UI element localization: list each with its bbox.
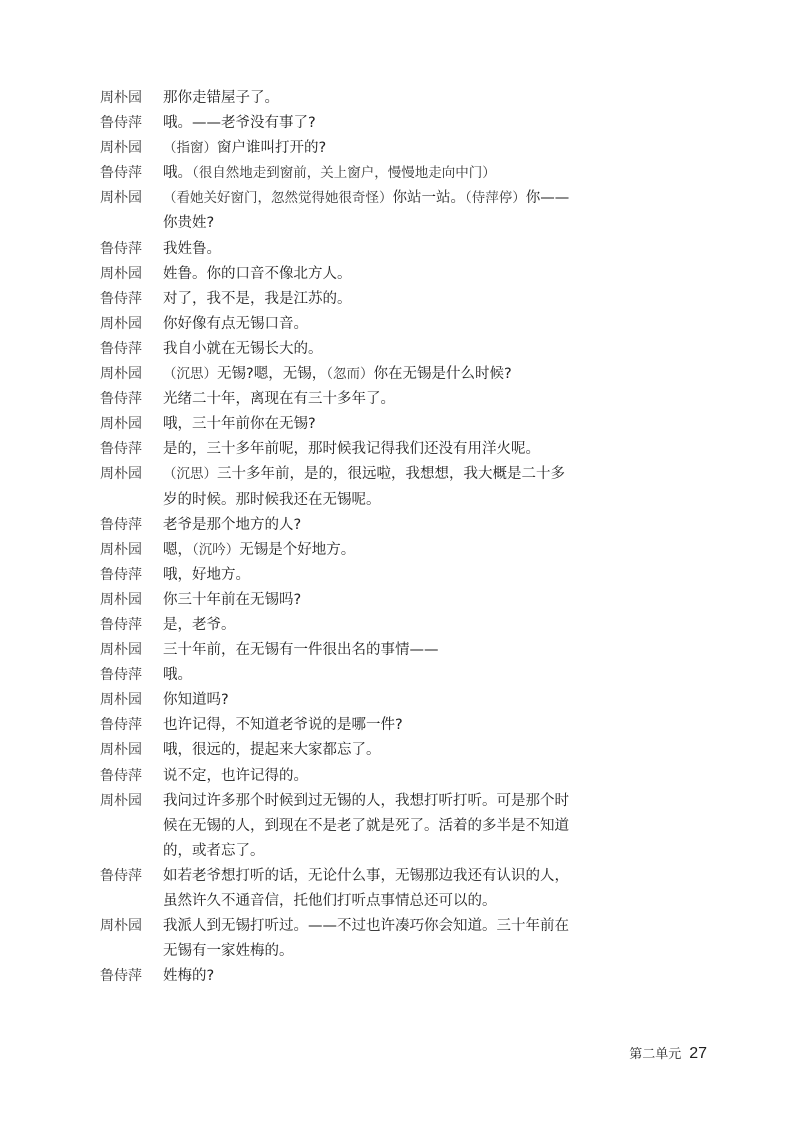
speech — [163, 136, 570, 161]
stage-direction: （指窗） — [163, 140, 217, 157]
speaker-name: 周朴园 — [100, 416, 142, 433]
speech — [163, 563, 570, 588]
dialogue-line — [100, 588, 570, 613]
speaker-name: 周朴园 — [100, 90, 142, 106]
dialogue-line — [100, 186, 570, 236]
dialogue-text: 你在无锡是什么时候? — [373, 366, 512, 383]
speech — [163, 362, 570, 387]
dialogue-text: 无锡?嗯，无锡， — [217, 366, 327, 383]
speech — [163, 513, 570, 538]
dialogue-line — [100, 613, 570, 638]
dialogue-text: 那你走错屋子了。 — [163, 90, 279, 106]
dialogue-text: 哦。 — [163, 165, 192, 182]
speech — [163, 186, 570, 236]
dialogue-line — [100, 462, 570, 512]
speaker-name: 周朴园 — [100, 190, 142, 207]
speech — [163, 111, 570, 136]
speaker-name: 鲁侍萍 — [100, 165, 142, 182]
dialogue-line — [100, 764, 570, 789]
dialogue-text: 老爷是那个地方的人? — [163, 516, 302, 533]
speaker-name: 周朴园 — [100, 265, 142, 282]
dialogue-line — [100, 538, 570, 563]
stage-direction: （侍萍停） — [465, 190, 526, 207]
speaker-name: 鲁侍萍 — [100, 391, 142, 408]
speech — [163, 964, 570, 989]
dialogue-text: 你好像有点无锡口音。 — [163, 315, 308, 332]
dialogue-line — [100, 638, 570, 663]
dialogue-text: 哦。——老爷没有事了? — [163, 115, 316, 132]
speech — [163, 437, 570, 462]
dialogue-line — [100, 789, 570, 864]
dialogue-block — [100, 86, 570, 989]
speaker-name: 周朴园 — [100, 642, 142, 659]
speech — [163, 412, 570, 437]
dialogue-text: 哦。 — [163, 667, 192, 684]
dialogue-text: 也许记得，不知道老爷说的是哪一件? — [163, 717, 403, 734]
dialogue-line — [100, 337, 570, 362]
dialogue-text: 是的，三十多年前呢，那时候我记得我们还没有用洋火呢。 — [163, 441, 540, 458]
speaker-name: 周朴园 — [100, 742, 142, 759]
speech — [163, 237, 570, 262]
speech — [163, 86, 570, 111]
dialogue-line — [100, 111, 570, 136]
speaker-name: 周朴园 — [100, 792, 142, 809]
speech — [163, 613, 570, 638]
dialogue-line — [100, 914, 570, 964]
speech — [163, 914, 570, 964]
dialogue-text: 我问过许多那个时候到过无锡的人，我想打听打听。可是那个时候在无锡的人，到现在不是老了就是死了。活着的多半是不知道的，或者忘了。 — [163, 792, 569, 859]
dialogue-line — [100, 713, 570, 738]
speech — [163, 161, 570, 186]
dialogue-text: 姓梅的? — [163, 968, 215, 985]
stage-direction: （沉吟） — [192, 541, 240, 558]
speaker-name: 鲁侍萍 — [100, 616, 142, 633]
dialogue-line — [100, 663, 570, 688]
speaker-name: 周朴园 — [100, 466, 142, 483]
speech — [163, 713, 570, 738]
dialogue-line — [100, 513, 570, 538]
dialogue-text: 哦，很远的，提起来大家都忘了。 — [163, 742, 381, 759]
dialogue-text: 我自小就在无锡长大的。 — [163, 340, 323, 357]
dialogue-text: 你站一站。 — [392, 190, 465, 207]
dialogue-line — [100, 86, 570, 111]
speech — [163, 312, 570, 337]
speech — [163, 688, 570, 713]
dialogue-line — [100, 362, 570, 387]
dialogue-text: 如若老爷想打听的话，无论什么事，无锡那边我还有认识的人，虽然许久不通音信，托他们打听点事情总还可以的。 — [163, 867, 569, 909]
speech — [163, 462, 570, 512]
dialogue-line — [100, 437, 570, 462]
speaker-name: 鲁侍萍 — [100, 240, 142, 257]
dialogue-line — [100, 287, 570, 312]
dialogue-text: 哦，三十年前你在无锡? — [163, 416, 316, 433]
dialogue-text: 说不定，也许记得的。 — [163, 767, 308, 784]
speaker-name: 周朴园 — [100, 692, 142, 709]
speaker-name: 鲁侍萍 — [100, 340, 142, 357]
speaker-name: 周朴园 — [100, 140, 142, 157]
dialogue-line — [100, 864, 570, 914]
speech — [163, 638, 570, 663]
page-number: 27 — [689, 1045, 707, 1062]
speaker-name: 鲁侍萍 — [100, 717, 142, 734]
stage-direction: （忽而） — [326, 366, 374, 383]
speaker-name: 鲁侍萍 — [100, 968, 142, 985]
speech — [163, 864, 570, 914]
speaker-name: 鲁侍萍 — [100, 767, 142, 784]
page-footer — [629, 1043, 707, 1063]
dialogue-text: 我姓鲁。 — [163, 240, 221, 257]
dialogue-text: 你知道吗? — [163, 692, 229, 709]
speech — [163, 262, 570, 287]
dialogue-text: 你——你贵姓? — [163, 190, 570, 232]
dialogue-line — [100, 688, 570, 713]
dialogue-text: 我派人到无锡打听过。——不过也许凑巧你会知道。三十年前在无锡有一家姓梅的。 — [163, 918, 569, 960]
speech — [163, 764, 570, 789]
speech — [163, 588, 570, 613]
speech — [163, 387, 570, 412]
stage-direction: （看她关好窗门，忽然觉得她很奇怪） — [163, 190, 393, 207]
dialogue-line — [100, 161, 570, 186]
dialogue-text: 三十年前，在无锡有一件很出名的事情—— — [163, 642, 439, 659]
dialogue-text: 窗户谁叫打开的? — [217, 140, 327, 157]
dialogue-text: 三十多年前，是的，很远啦，我想想，我大概是二十多岁的时候。那时候我还在无锡呢。 — [163, 466, 565, 508]
speaker-name: 周朴园 — [100, 918, 142, 935]
speech — [163, 287, 570, 312]
stage-direction: （沉思） — [163, 366, 217, 383]
speaker-name: 鲁侍萍 — [100, 667, 142, 684]
speaker-name: 鲁侍萍 — [100, 290, 142, 307]
speaker-name: 鲁侍萍 — [100, 566, 142, 583]
dialogue-line — [100, 262, 570, 287]
dialogue-text: 无锡是个好地方。 — [239, 541, 356, 558]
dialogue-text: 是，老爷。 — [163, 616, 236, 633]
speech — [163, 337, 570, 362]
dialogue-text: 光绪二十年，离现在有三十多年了。 — [163, 391, 395, 408]
dialogue-text: 姓鲁。你的口音不像北方人。 — [163, 265, 352, 282]
stage-direction: （很自然地走到窗前，关上窗户，慢慢地走向中门） — [192, 165, 496, 182]
dialogue-text: 嗯， — [163, 541, 192, 558]
dialogue-line — [100, 563, 570, 588]
dialogue-line — [100, 237, 570, 262]
dialogue-line — [100, 387, 570, 412]
dialogue-text: 哦，好地方。 — [163, 566, 250, 583]
dialogue-text: 你三十年前在无锡吗? — [163, 591, 302, 608]
speaker-name: 周朴园 — [100, 541, 142, 558]
speech — [163, 663, 570, 688]
speaker-name: 鲁侍萍 — [100, 441, 142, 458]
speaker-name: 周朴园 — [100, 315, 142, 332]
speech — [163, 789, 570, 864]
speaker-name: 鲁侍萍 — [100, 115, 142, 132]
dialogue-line — [100, 312, 570, 337]
speech — [163, 738, 570, 763]
dialogue-line — [100, 964, 570, 989]
stage-direction: （沉思） — [163, 466, 217, 483]
speaker-name: 鲁侍萍 — [100, 516, 142, 533]
dialogue-line — [100, 738, 570, 763]
dialogue-text: 对了，我不是，我是江苏的。 — [163, 290, 352, 307]
speech — [163, 538, 570, 563]
dialogue-line — [100, 136, 570, 161]
unit-label: 第二单元 — [629, 1047, 682, 1062]
speaker-name: 鲁侍萍 — [100, 867, 142, 884]
dialogue-line — [100, 412, 570, 437]
speaker-name: 周朴园 — [100, 591, 142, 608]
speaker-name: 周朴园 — [100, 366, 142, 383]
